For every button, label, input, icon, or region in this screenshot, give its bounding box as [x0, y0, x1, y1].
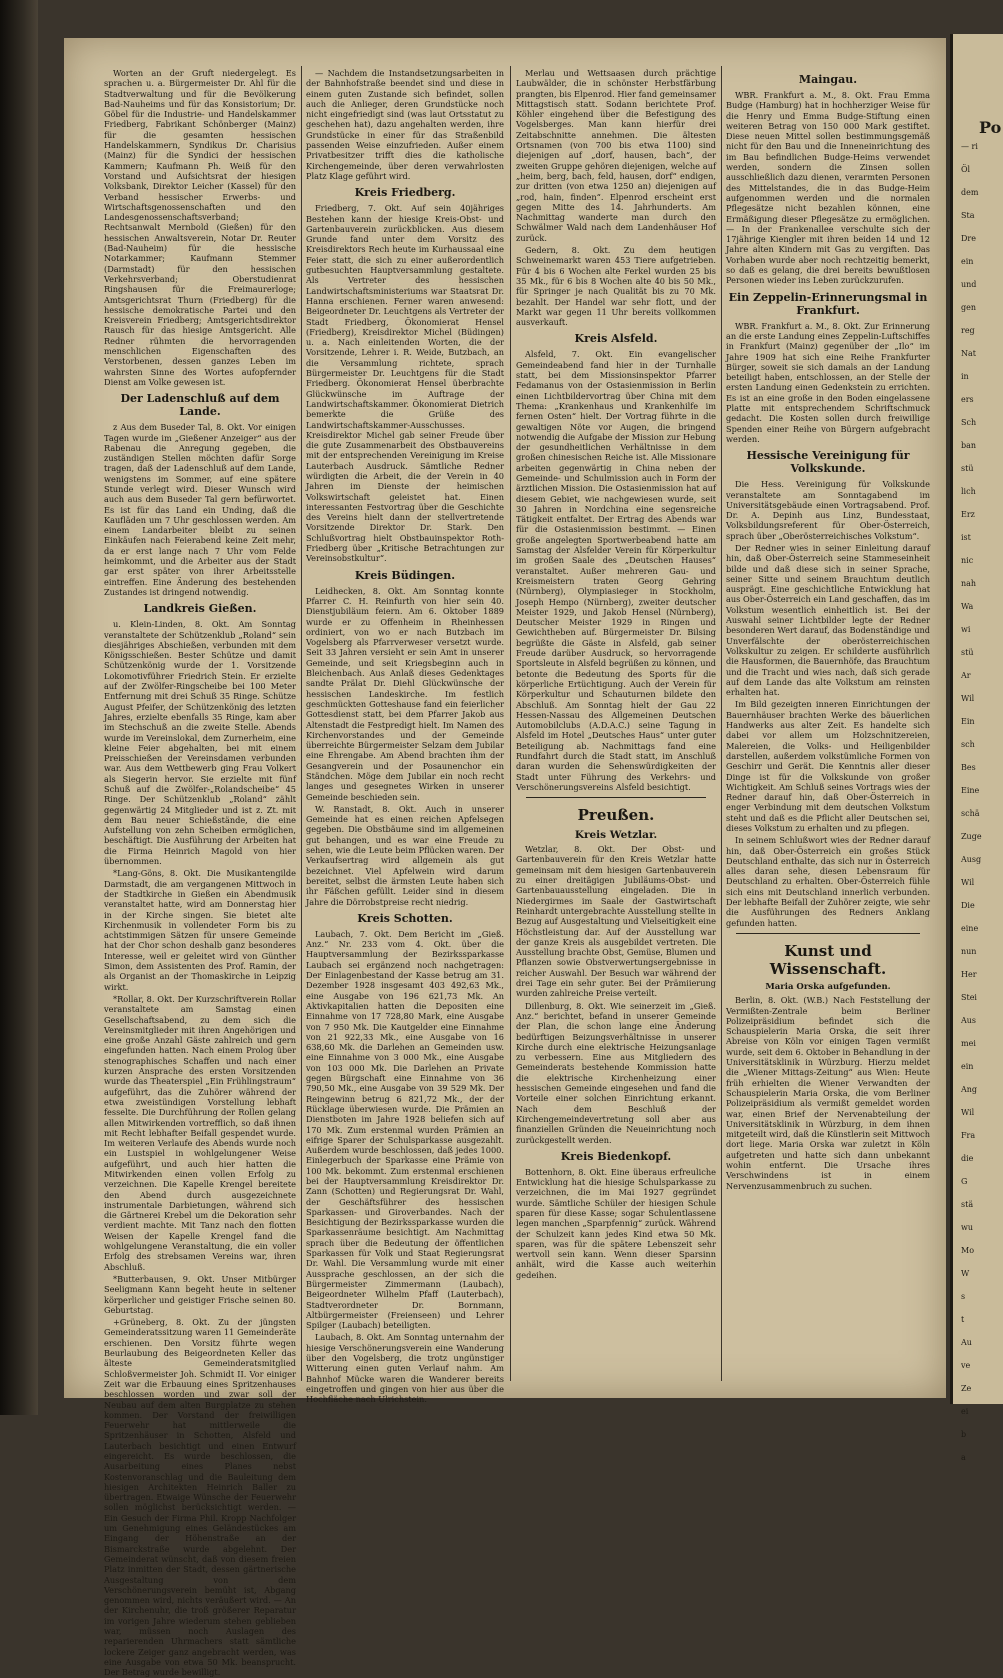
section-heading: Preußen. [577, 806, 655, 825]
adjacent-page-line: Ein [961, 717, 975, 726]
section-heading: Hessische Vereinigung für Volkskunde. [746, 449, 910, 476]
column-1 [104, 68, 296, 1678]
column-divider [721, 66, 722, 1381]
adjacent-page-line: Eine [961, 786, 980, 795]
column-3 [516, 68, 716, 1378]
article-text: Alsfeld, 7. Okt. Ein evangelischer Gemeindeabend fand hier in der Turnhalle statt, bei dem Missionsinspektor Pfarrer Fedamanus von der Ostasienmission in Berlin einen Lichtbildervortrag über China mit dem Thema: „Krankenhaus und Krankenhilfe im fernen Osten“ hielt. Der Vortrag führte in die gewaltigen Nöte vor Augen, die bringend notwendig die Aufgabe der Mission zur Hebung der gesundheitlichen Verhältnisse in dem großen chinesischen Reiche ist. Alle Missionare arbeiten gegenwärtig in China neben der Gemeinde- und Schulmission auch in Form der ärztlichen Mission. Die Ostasienmission hat auf diesem Gebiet, wie nachgewiesen wurde, seit 30 Jahren in Nordchina eine segensreiche Tätigkeit entfaltet. Der Ertrag des Abends war für die Ostasienmission bestimmt. — Einen große angelegten Sportwerbeabend hatte am Samstag der Alsfelder Verein für Körperkultur im großen Saale des „Deutschen Hauses“ veranstaltet. Außer mehreren Gau- und Kreismeistern traten Georg Gehring (Nürnberg), Olympiasieger in Stockholm, Joseph Hempo (Nürnberg), zweiter deutscher Meister 1929, und Jakob Hensel (Nürnberg), Deutscher Meister 1929 in Ringen und Gewichtheben auf. Bürgermeister Dr. Bilsing begrüßte die Gäste in Alsfeld, gab seiner Freude darüber Ausdruck, so hervorragende Sportsleute in Alsfeld begrüßen zu können, und betonte die Bedeutung des Sports für die körperliche Ertüchtigung. Auch der Verein für Körperkultur und Schauturnen bildete den Abschluß. Am Sonntag hielt der Gau 22 Hessen-Nassau des Allgemeinen Deutschen Automobilclubs (A.D.A.C.) seine Tagung in Alsfeld im Hotel „Deutsches Haus“ unter guter Beteiligung ab. Nachmittags fand eine Rundfahrt durch die Stadt statt, im Anschluß daran wurden die Sehenswürdigkeiten der Stadt unter Führung des Verkehrs- und Verschönerungsvereins Alsfeld besichtigt. [516, 349, 716, 792]
adjacent-page-line: ers [961, 395, 974, 404]
adjacent-page-line: Au [961, 1338, 972, 1347]
adjacent-page-line: a [961, 1453, 966, 1462]
column-divider [510, 66, 511, 1381]
adjacent-page-line: Aus [961, 1016, 977, 1025]
adjacent-page-line: G [961, 1177, 968, 1186]
article-text: +Grüneberg, 8. Okt. Zu der jüngsten Gemeinderatssitzung waren 11 Gemeinderäte erschienen. Den Vorsitz führte wegen Beurlaubung des Beigeordneten Keller das älteste Gemeinderatsmitglied Schloßvermeister Joh. Schmidt II. Vor einiger Zeit war die Erbauung eines Spritzenhauses beschlossen worden und zwar soll der Neubau auf dem alten Burgplatze zu stehen kommen. Der Vorstand der freiwilligen Feuerwehr hat mittlerweile die Spritzenhäuser in Schotten, Alsfeld und Lauterbach besichtigt und einen Entwurf eingereicht. Es wurde beschlossen, die Ausarbeitung eines Planes nebst Kostenvoranschlag und die Bauleitung dem hiesigen Architekten Heinrich Baller zu übertragen. Etwaige Wünsche der Feuerwehr sollen möglichst berücksichtigt werden. — Ein Gesuch der Firma Phil. Kropp Nachfolger um Genehmigung eines Geländestückes am Eingang der Höhenstraße an der Bismarckstraße wurde abgelehnt. Der Gemeinderat wünscht, daß von diesem freien Platz inmitten der Stadt, dessen gärtnerische Ausgestaltung von dem Verschönerungsverein bemüht ist, Abgang genommen wird, nichts veräußert wird. — An der Kirchenuhr, die troß größerer Reparatur im vorigen Jahre wiederum stehen geblieben war, müssen noch Auslagen des reparierenden Uhrmachers statt sämtliche lockere Zeiger ganz angebracht werden, was eine Ausgabe von etwa 50 Mk. beansprucht. Der Betrag wurde bewilligt. [104, 1317, 296, 1678]
adjacent-page-line: Nat [961, 349, 976, 358]
article-text: Berlin, 8. Okt. (W.B.) Nach Feststellung der Vermißten-Zentrale beim Berliner Polizeipräsidium befindet sich die Schauspielerin Maria Orska, die seit ihrer Abreise von Köln vor einigen Tagen vermißt wurde, seit dem 6. Oktober in Behandlung in der Universitätsklinik in Würzburg. Hierzu meldet die „Wiener Mittags-Zeitung“ aus Wien: Heute früh erhielten die Wiener Verwandten der Schauspielerin Maria Orska, die vom Berliner Polizeipräsidium als vermißt gemeldet worden war, einen Brief der Nervenabteilung der Universitätsklinik in Würzburg, in dem ihnen mitgeteilt wird, daß die Künstlerin seit Mittwoch dort liege. Maria Orska war zuletzt in Köln aufgetreten und hatte sich dann unbekannt wohin entfernt. Die Ursache ihres Verschwindens ist in einem Nervenzusammenbruch zu suchen. [726, 995, 930, 1191]
adjacent-page-line: Ar [961, 671, 971, 680]
adjacent-page-line: W [961, 1269, 970, 1278]
adjacent-page-line: — ri [961, 142, 978, 151]
adjacent-page-line: und [961, 280, 977, 289]
article-text: z Aus dem Buseder Tal, 8. Okt. Vor einigen Tagen wurde im „Gießener Anzeiger“ aus der Rabenau die Anregung gegeben, die zuständigen Stellen möchten dafür Sorge tragen, daß der Ladenschluß auf dem Lande, wenigstens im Sommer, auf eine spätere Stunde verlegt wird. Dieser Wunsch wird auch aus dem Buseder Tal gern befürwortet. Es ist für das Land ein Unding, daß die Kaufläden um 7 Uhr geschlossen werden. Am einem Landarbeiter bleibt zu seinen Einkäufen nach Feierabend keine Zeit mehr, da er erst lange nach 7 Uhr vom Felde heimkommt, und die Arbeiter aus der Stadt gar erst später von ihrer Arbeitsstelle eintreffen. Eine Änderung des bestehenden Zustandes ist dringend notwendig. [104, 422, 296, 597]
adjacent-page-line: ein [961, 257, 974, 266]
subsection-heading: Kreis Wetzlar. [574, 829, 658, 842]
adjacent-page-line: Wil [961, 694, 975, 703]
article-text: WBR. Frankfurt a. M., 8. Okt. Frau Emma Budge (Hamburg) hat in hochherziger Weise für die Henry und Emma Budge-Stiftung einen weiteren Betrag von 150 000 Mark gestiftet. Diese neuen Mittel sollen bestimmungsgemäß nicht für den Bau und die Inneneinrichtung des im Bau befindlichen Budge-Heims verwendet werden, sondern die Zinsen sollen ausschließlich dazu dienen, verarmten Personen des Mittelstandes, die in das Budge-Heim aufgenommen werden und die normalen Pflegesätze nicht bezahlen können, eine Ermäßigung dieser Pflegesätze zu ermöglichen. — In der Frankenallee verschulte sich der 17jährige Kiengler mit ihren beiden 14 und 12 Jahre alten Kindern mit Gas zu vergiften. Das Vorhaben wurde aber noch rechtzeitig bemerkt, so daß es gelang, die drei bereits bewußtlosen Personen wieder ins Leben zurückzurufen. [726, 90, 930, 286]
adjacent-page-line: Stei [961, 993, 977, 1002]
adjacent-page-line: Her [961, 970, 977, 979]
article-text: *Lang-Göns, 8. Okt. Die Musikantengilde Darmstadt, die am vergangenen Mittwoch in der Stadtkirche in Gießen ein Abendmusik veranstaltet hatte, wird am Donnerstag hier in der Kirche singen. Sie bietet alte Kirchenmusik in vollendeter Form bis zu achtstimmigen Sätzen für unsere Gemeinde hat der Chor schon deshalb ganz besonderes Interesse, weil er geleitet wird von Günther Simon, dem Assistenten des Prof. Ramin, der als Organist an der Thomaskirche in Leipzig wirkt. [104, 868, 296, 992]
article-text: WBR. Frankfurt a. M., 8. Okt. Zur Erinnerung an die erste Landung eines Zeppelin-Luftschiffes in Frankfurt (Mainz) gegenüber der „Ilo“ im Jahre 1909 hat sich eine Reihe Frankfurter Bürger, soweit sie sich damals an der Landung beteiligt haben, entschlossen, an der Stelle der ersten Landung einen Gedenkstein zu errichten. Es ist an eine große in den Boden eingelassene Platte mit entsprechendem Schriftschmuck gedacht. Die Kosten sollen durch freiwillige Spenden einer Reihe von Bürgern aufgebracht werden. [726, 320, 930, 444]
article-text: Im Bild gezeigten inneren Einrichtungen der Bauernhäuser brachten Werke des bäuerlichen Handwerks aus alter Zeit. Es handelte sich dabei vor allem um Holzschnitzereien, Malereien, die Volks- und Heiligenbilder darstellen, außerdem volkstümliche Formen von Geschirr und Gerät. Die Kenntnis aller dieser Dinge ist für die Volkskunde von großer Wichtigkeit. Am Schluß seines Vortrags wies der Redner darauf hin, daß Ober-Österreich in enger Verbindung mit dem deutschen Volkstum steht und daß es die Pflicht aller Deutschen sei, dieses Volkstum zu erhalten und zu pflegen. [726, 699, 930, 833]
adjacent-page-line: s [961, 1292, 966, 1301]
section-heading: Kreis Schotten. [357, 911, 453, 925]
adjacent-page-line: Sch [961, 418, 977, 427]
adjacent-page-line: Mo [961, 1246, 975, 1255]
article-text: Gedern, 8. Okt. Zu dem heutigen Schweinemarkt waren 453 Tiere aufgetrieben. Für 4 bis 6 Wochen alte Ferkel wurden 25 bis 35 Mk., für 6 bis 8 Wochen alte 40 bis 50 Mk., für Springer je nach Qualität bis zu 70 Mk. bezahlt. Der Handel war sehr flott, und der Markt war gegen 11 Uhr bereits vollkommen ausverkauft. [516, 245, 716, 328]
adjacent-page-line: reg [961, 326, 975, 335]
article-text: Merlau und Wettsaasen durch prächtige Laubwälder, die in schönster Herbstfärbung prangten, bis Elpenrod. Hier fand gemeinsamer Mittagstisch statt. Sodann berichtete Prof. Köhler eingehend über die Befestigung des Vogelsberges. Man kann hierfür drei Zeitabschnitte annehmen. Die ältesten Ortsnamen (von 700 bis etwa 1100) sind diejenigen auf „dorf, hausen, bach“, der zweiten Gruppe gehören diejenigen, welche auf „heim, berg, bach, feld, hausen, dorf“ endigen, zur dritten (von etwa 1250 an) diejenigen auf „rod, hain, finden“. Elpenrod erscheint erst gegen Mitte des 14. Jahrhunderts. Am Nachmittag wanderte man durch den Schwälmer Wald nach dem Landenhäuser Hof zurück. [516, 68, 716, 243]
section-heading: Kreis Friedberg. [354, 186, 456, 200]
adjacent-page-line: Dre [961, 234, 976, 243]
adjacent-page-line: Ausg [961, 855, 982, 864]
adjacent-page-line: ei [961, 1407, 969, 1416]
article-text: Dillenburg, 8. Okt. Wie seinerzeit im „Gieß. Anz.“ berichtet, befand in unserer Gemeinde der Plan, die schon lange eine Änderung bedürftigen Beizungsverhältnisse in unserer Kirche durch eine elektrische Heizungsanlage zu verbessern. Eine aus Mitgliedern des Gemeinderats bestehende Kommission hatte die elektrische Kirchenheizung einer hessischen Gemeinde eingesehen und fand die Vorteile einer solchen Einrichtung erkannt. Nach dem Beschluß der Kirchengemeindevertretung soll aber aus finanziellen Gründen die Neueinrichtung noch zurückgestellt werden. [516, 1000, 716, 1145]
adjacent-page-line: in [961, 372, 969, 381]
adjacent-page-line: Zuge [961, 832, 982, 841]
adjacent-page-line: Die [961, 901, 975, 910]
binding-shadow [0, 0, 38, 1415]
article-text: Bottenhorn, 8. Okt. Eine überaus erfreuliche Entwicklung hat die hiesige Schulsparkasse zu verzeichnen, die im Mai 1927 gegründet wurde. Sämtliche Schüler der hiesigen Schule sparen für diese Kasse; sogar Schulentlassene legen manchen „Sparpfennig“ zurück. Während der Schulzeit kann jedes Kind etwa 50 Mk. sparen, was für die spätere Lebenszeit sehr wertvoll sein kann. Wenn dieser Sparsinn anhält, wird die Kasse auch weiterhin gedeihen. [516, 1166, 716, 1280]
article-text: Worten an der Gruft niedergelegt. Es sprachen u. a. Bürgermeister Dr. Ahl für die Stadtverwaltung und für die Bevölkerung Bad-Nauheims und für das Konsistorium; Dr. Göbel für die Industrie- und Handelskammer Friedberg, Fabrikant Schönberger (Mainz) für die gesamten hessischen Handelskammern, Syndikus Dr. Charisius (Mainz) für die Syndici der hessischen Kammern; Kaufmann Ph. Weiß für den Vorstand und Aufsichtsrat der hiesigen Volksbank, Direktor Leicher (Kassel) für den Verband hessischer Erwerbs- und Wirtschaftsgenossenschaften und den Landesgenossenschaftsverband; Rechtsanwalt Mernbold (Gießen) für den hessischen Anwaltsverein, Notar Dr. Reuter (Bad-Nauheim) für die hessische Notarkammer; Kaufmann Stemmer (Darmstadt) für den hessischen Verkehrsverband; Oberstudienrat Ringshausen für die Freimaurerloge; Amtsgerichtsrat Thurn (Friedberg) für die hessische demokratische Partei und den Kreisverein Friedberg; Amtsgerichtsdirektor Rausch für das hiesige Amtsgericht. Alle Redner rühmten die hervorragenden menschlichen Eigenschaften des Verstorbenen, dessen ganzes Leben im wahrsten Sinne des Wortes aufopfernder Dienst am Volke gewesen ist. [104, 68, 296, 387]
section-heading: Der Ladenschluß auf dem Lande. [120, 392, 280, 419]
article-text: *Rollar, 8. Okt. Der Kurzschriftverein Rollar veranstaltete am Samstag einen Gesellschaftsabend, zu dem sich die Vereinsmitglieder mit ihren Angehörigen und eine große Anzahl Gäste zahlreich und gern eingefunden hatten. Nach einem Prolog über stenographisches Schaffen und nach einer kurzen Ansprache des ersten Vorsitzenden wurde das Theaterspiel „Ein Frühlingstraum“ aufgeführt, das die Zuhörer während der etwa zweistündigen Vorstellung lebhaft fesselte. Die Durchführung der Rollen gelang allen Mitwirkenden vortrefflich, so daß ihnen mit Recht lebhafter Beifall gespendet wurde. Im weiteren Verlaufe des Abends wurde noch ein Lustspiel in wohlgelungener Weise aufgeführt, und auch hier hatten die Mitwirkenden einen vollen Erfolg zu verzeichnen. Die Kapelle Krengel bereitete den Abend durch ausgezeichnete instrumentale Darbietungen, während sich die Gärtnerei Krebel um die Dekoration sehr verdient machte. Mit Tanz nach den flotten Weisen der Kapelle Krengel fand die wohlgelungene Veranstaltung, die ein voller Erfolg des strebsamen Vereins war, ihren Abschluß. [104, 993, 296, 1272]
column-4 [726, 68, 930, 1378]
adjacent-page-line: sch [961, 740, 975, 749]
column-divider [301, 66, 302, 1381]
article-text: Die Hess. Vereinigung für Volkskunde veranstaltete am Sonntagabend im Universitätsgebäude einen Vortragsabend. Prof. Dr. A. Depinh aus Linz, Bundesstaat, Volksbildungsreferent für Ober-Österreich, sprach über „Oberösterreichisches Volkstum“. [726, 479, 930, 541]
adjacent-page-line: stä [961, 1200, 974, 1209]
divider [526, 797, 706, 798]
section-heading: Ein Zeppelin-Erinnerungsmal in Frankfurt. [728, 290, 928, 317]
adjacent-page-line: t [961, 1315, 965, 1324]
adjacent-page-line: Erz [961, 510, 975, 519]
article-text: Laubach, 7. Okt. Dem Bericht im „Gieß. Anz.“ Nr. 233 vom 4. Okt. über die Hauptversammlung der Bezirkssparkasse Laubach sei ergänzend noch nachgetragen: Der Einlagenbestand der Kasse betrug am 31. Dezember 1928 insgesamt 403 492,63 Mk., eine Ausgabe von 196 621,73 Mk. An Aktivkapitalien hatten die Depositen eine Einnahme von 17 728,80 Mark, eine Ausgabe von 7 950 Mk. Die Kautgelder eine Einnahme von 21 922,33 Mk., eine Ausgabe von 16 638,60 Mk. die Darlehen an Gemeinden usw. eine Einnahme von 3 000 Mk., eine Ausgabe von 103 000 Mk. Die Darlehen an Private gegen Bürgschaft eine Einnahme von 36 790,50 Mk., eine Ausgabe von 39 529 Mk. Der Reingewinn betrug 6 821,72 Mk., der der Rücklage überwiesen wurde. Die Prämien an Dienstboten im Jahre 1928 beliefen sich auf 170 Mk. Zum erstenmal wurden Prämien an eifrige Sparer der Schulsparkasse ausgezahlt. Außerdem wurde beschlossen, daß jedes 1000. Einlegerbuch der Sparkasse eine Prämie von 100 Mk. bekommt. Zum erstenmal erschienen bei der Hauptversammlung Kreisdirektor Dr. Zann (Schotten) und Regierungsrat Dr. Wahl, der Geschäftsführer des hessischen Sparkassen- und Giroverbandes. Nach der Besichtigung der Bezirkssparkasse wurden die Sparkassenräume besichtigt. Am Nachmittag sprach über die Bedeutung der öffentlichen Sparkassen für Volk und Staat Regierungsrat Dr. Wahl. Die Versammlung wurde mit einer Aussprache geschlossen, an der sich die Bürgermeister Zimmermann (Laubach), Beigeordneter Wilhelm Pfaff (Lauterbach), Stadtverordneter Dr. Bornmann, Altbürgermeister (Freienseen) und Lehrer Spilger (Laubach) beteiligten. [306, 928, 504, 1331]
article-subtitle: Maria Orska aufgefunden. [765, 981, 891, 992]
article-text: Der Redner wies in seiner Einleitung darauf hin, daß Ober-Österreich seine Stammeseinheit bilde und daß diese sich in seiner Sprache, seiner Sitte und seinem Brauchtum deutlich ausprägt. Eine geschichtliche Entwicklung hat aus Ober-Österreich ein Land geschaffen, das im Volkstum wesentlich einheitlich ist. Bei der Auswahl seiner Lichtbilder legte der Redner besonderen Wert darauf, das Bodenständige und Unverfälschte der oberösterreichischen Volkskultur zu zeigen. Er schilderte ausführlich die Hausformen, die Bauernhöfe, das Brauchtum und die Tracht und wies nach, daß sich gerade auf dem Lande das alte Volkstum am reinsten erhalten hat. [726, 542, 930, 698]
section-heading: Maingau. [798, 73, 858, 86]
adjacent-page-line: ve [961, 1361, 971, 1370]
section-heading: Kreis Alsfeld. [574, 332, 658, 346]
article-text: Wetzlar, 8. Okt. Der Obst- und Gartenbauverein für den Kreis Wetzlar hatte gemeinsam mit dem hiesigen Gartenbauverein zu einer dreitägigen Jubiläums-Obst- und Gartenbauausstellung eingeladen. Die in Niedergirmes im Saale der Gastwirtschaft Reinhardt untergebrachte Ausstellung stellte in Bezug auf Ausgestaltung und Vielseitigkeit eine Höchstleistung dar. Auf der Ausstellung war der ganze Kreis als ausgebildet vertreten. Die Ausstellung brachte Obst, Gemüse, Blumen und Pflanzen sowie Obstverwertungsergebnisse in reicher Auswahl. Der Besuch war während der drei Tage ein sehr guter. Bei der Prämiierung wurden zahlreiche Preise verteilt. [516, 844, 716, 999]
adjacent-page-line: Bes [961, 763, 976, 772]
article-text: u. Klein-Linden, 8. Okt. Am Sonntag veranstaltete der Schützenklub „Roland“ sein diesjähriges Abschießen, verbunden mit dem Königsschießen. Bester Schütze und damit Schützenkönig wurde der 1. Vorsitzende Lokomotivführer Friedrich Stein. Er erzielte auf der Zwölfer-Ringscheibe bei 100 Meter Entfernung mit drei Schuß 35 Ringe. Schütze August Pfeifer, der Schützenkönig des letzten Jahres, erzielte ebenfalls 35 Ringe, kam aber im Stechschuß an die zweite Stelle. Abends wurde im Vereinslokal, dem Zurnerheim, eine kleine Feier abgehalten, bei mit einem Preisschießen der Vereinsdamen verbunden war. Aus dem Wettbewerb ging Frau Volkert als Siegerin hervor. Sie erzielte mit fünf Schuß auf die Zwölfer-„Rolandscheibe“ 45 Ringe. Der Schützenklub „Roland“ zählt gegenwärtig 24 Mitglieder und ist z. Zt. mit dem Bau neuer Schießstände, die eine Aufstellung von zehn Scheiben ermöglichen, beschäftigt. Die Ausführung der Arbeiten hat die Firma Heinrich Magold von hier übernommen. [104, 619, 296, 867]
article-text: Friedberg, 7. Okt. Auf sein 40jähriges Bestehen kann der hiesige Kreis-Obst- und Gartenbauverein zurückblicken. Aus diesem Grunde fand unter dem Vorsitz des Kreisdirektors Rech heute im Kurhaussaal eine Feier statt, die sich zu einer außerordentlich gutbesuchten Hauptversammlung gestaltete. Als Vertreter des hessischen Landwirtschaftsministeriums war Staatsrat Dr. Hanna erschienen. Ferner waren anwesend: Beigeordneter Dr. Leuchtgens als Vertreter der Stadt Friedberg, Ökonomierat Hensel (Friedberg), Kreisdirektor Michel (Büdingen) u. a. Nach einleitenden Worten, die der Vorsitzende, Lehrer i. R. Weide, Butzbach, an die Versammlung richtete, sprach Bürgermeister Dr. Leuchtgens für die Stadt Friedberg. Ökonomierat Hensel überbrachte Glückwünsche im Auftrage der Landwirtschaftskammer. Ökonomierat Dietrich bemerkte die Grüße des Landwirtschaftskammer-Ausschusses. Kreisdirektor Michel gab seiner Freude über die gute Zusammenarbeit des Obstbauvereins mit der entsprechenden Vereinigung im Kreise Lauterbach Ausdruck. Sämtliche Redner würdigten die Arbeit, die der Verein in 40 Jahren im Dienste der heimischen Volkswirtschaft geleistet hat. Einen interessanten Festvortrag über die Geschichte des Vereins hielt dann der stellvertretende Vorsitzende Direktor Dr. Stark. Den Schlußvortrag hielt Obstbauinspektor Roth-Friedberg über „Kritische Betrachtungen zur Vereinsobstkultur“. [306, 203, 504, 564]
adjacent-page-line: mei [961, 1039, 976, 1048]
article-text: In seinem Schlußwort wies der Redner darauf hin, daß Ober-Österreich ein großes Stück Deutschland enthalte, das sich nur in Österreich alles daran sehe, diesen Lebensraum für Deutschland zu erhalten. Ober-Österreich fühle sich eins mit Deutschland innerlich verbunden. Der lebhafte Beifall der Zuhörer zeigte, wie sehr die Ausführungen des Redners Anklang gefunden hatten. [726, 835, 930, 928]
article-text: — Nachdem die Instandsetzungsarbeiten in der Bahnhofstraße beendet sind und diese in einem guten Zustande sich befindet, sollen auch die Anlieger, deren Grundstücke noch nicht eingefriedigt sind (was laut Ortsstatut zu geschehen hat), dazu angehalten werden, ihre Grundstücke in einer für das Straßenbild passenden Weise einzufrieden. Außer einem Privatbesitzer trifft dies die katholische Kirchengemeinde, über deren verwahrlosten Platz Klage geführt wird. [306, 68, 504, 181]
adjacent-page-line: Fra [961, 1131, 976, 1140]
adjacent-page-fragment [950, 34, 1003, 1462]
adjacent-page-line: ban [961, 441, 977, 450]
adjacent-page-line: b [961, 1430, 967, 1439]
adjacent-page-line: ist [961, 533, 971, 542]
adjacent-page-line: stü [961, 464, 974, 473]
section-heading: Kunst und Wissenschaft. [769, 941, 887, 978]
adjacent-page-line: Öl [961, 165, 971, 174]
article-text: *Butterbausen, 9. Okt. Unser Mitbürger Seeligmann Kann begeht heute in seltener körperlicher und geistiger Frische seinen 80. Geburtstag. [104, 1273, 296, 1315]
adjacent-page-line: lich [961, 487, 976, 496]
column-2 [306, 68, 504, 1405]
section-heading: Landkreis Gießen. [143, 602, 257, 616]
adjacent-page-line: Wa [961, 602, 974, 611]
adjacent-page-line: ein [961, 1062, 974, 1071]
adjacent-page-line: nun [961, 947, 977, 956]
divider [736, 933, 920, 934]
article-text: Leidhecken, 8. Okt. Am Sonntag konnte Pfarrer C. H. Reinfurth von hier sein 40. Dienstjubiläum feiern. Am 6. Oktober 1889 wurde er zu Offenheim in Rheinhessen ordiniert, von wo er nach Butzbach im Vogelsberg als Pfarrverweser versetzt wurde. Seit 33 Jahren versieht er sein Amt in unserer Gemeinde, und seit Kriegsbeginn auch in Bleichenbach. Aus Anlaß dieses Gedenktages sandte Prälat Dr. Diehl Glückwünsche der hessischen Landeskirche. Im festlich geschmückten Gotteshause fand ein feierlicher Gottesdienst statt, bei dem Pfarrer Jakob aus Altenstadt die Festpredigt hielt. Im Namen des Kirchenvorstandes und der Gemeinde überreichte Bürgermeister Selzam dem Jubilar eine Ehrengabe. Am Abend brachten ihm der Gesangverein und der Posaunenchor ein Ständchen. Möge dem Jubilar ein noch recht langes und gesegnetes Wirken in unserer Gemeinde beschieden sein. [306, 585, 504, 802]
adjacent-page-line: schä [961, 809, 980, 818]
adjacent-page-heading: Po [979, 118, 1002, 137]
adjacent-page-line: Sta [961, 211, 975, 220]
adjacent-page-line: die [961, 1154, 974, 1163]
adjacent-page-line: Wil [961, 1108, 975, 1117]
article-text: Laubach, 8. Okt. Am Sonntag unternahm der hiesige Verschönerungsverein eine Wanderung über den Vogelsberg, die trotz ungünstiger Witterung einen guten Verlauf nahm. Am Bahnhof Mücke waren die Wanderer bereits eingetroffen und gingen von hier aus über die Hochfläche nach Ulrichstein. [306, 1332, 504, 1405]
adjacent-page-line: Wil [961, 878, 975, 887]
adjacent-page-line: eine [961, 924, 979, 933]
adjacent-page-line: stü [961, 648, 974, 657]
section-heading: Kreis Büdingen. [354, 568, 456, 582]
adjacent-page-line: wi [961, 625, 971, 634]
adjacent-page-line: Ze [961, 1384, 972, 1393]
adjacent-page-lines [953, 139, 1003, 1463]
section-heading: Kreis Biedenkopf. [560, 1149, 672, 1163]
adjacent-page-line: dem [961, 188, 979, 197]
adjacent-page-line: Ang [961, 1085, 978, 1094]
article-text: W. Ranstadt, 8. Okt. Auch in unserer Gemeinde hat es einen reichen Apfelsegen gegeben. Die Obstbäume sind im allgemeinen gut behangen, und es war eine Freude zu sehen, wie die Leute beim Pflücken waren. Der Verkaufsertrag wird allgemein als gut bezeichnet. Viel Apfelwein wird darum bereitet, selbst die ärmsten Leute haben sich ihr Fäßchen gefüllt. Leider sind in diesem Jahre die Dörrobstpreise recht niedrig. [306, 803, 504, 907]
adjacent-page-line: wu [961, 1223, 973, 1232]
adjacent-page-line: gen [961, 303, 977, 312]
adjacent-page-line: nah [961, 579, 977, 588]
adjacent-page-line: nic [961, 556, 974, 565]
